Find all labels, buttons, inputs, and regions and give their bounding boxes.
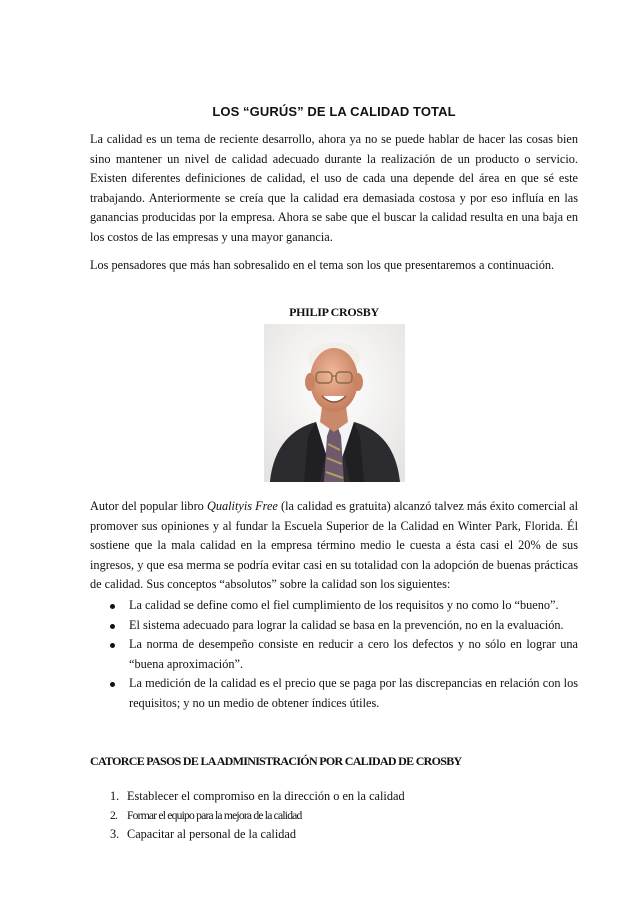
step-text: Establecer el compromiso en la dirección o en la calidad	[127, 789, 405, 803]
step-number: 3.	[110, 827, 120, 841]
list-item	[90, 787, 578, 806]
intro-paragraph: La calidad es un tema de reciente desarrollo, ahora ya no se puede hablar de hacer las cosas bien sino mantener un nivel de calidad adecuado durante la realización de un producto o servicio. Existen diferentes definiciones de calidad, el uso de cada una depende del área en que sé este trabajando. Anteriormente se creía que la calidad era demasiada costosa y por eso influía en las ganancias producidas por la empresa. Ahora se sabe que el buscar la calidad resulta en una baja en los costos de las empresas y una mayor ganancia.	[90, 132, 578, 244]
list-item	[90, 825, 578, 844]
portrait-photo	[264, 324, 405, 482]
portrait-illustration	[264, 324, 405, 482]
absolute-text: La norma de desempeño consiste en reducir a cero los defectos y no sólo en lograr una “buena aproximación”.	[129, 637, 578, 671]
step-number: 1.	[110, 789, 120, 803]
steps-heading: CATORCE PASOS DE LA ADMINISTRACIÓN POR CALIDAD DE CROSBY	[90, 754, 462, 768]
second-paragraph: Los pensadores que más han sobresalido en el tema son los que presentaremos a continuación.	[90, 258, 555, 272]
list-item	[90, 596, 578, 616]
section-heading-philip-crosby: PHILIP CROSBY	[289, 305, 379, 319]
step-text: Formar el equipo para la mejora de la calidad	[127, 809, 302, 822]
absolute-text: La calidad se define como el fiel cumplimiento de los requisitos y no como lo “bueno”.	[129, 598, 559, 612]
document-title: LOS “GURÚS” DE LA CALIDAD TOTAL	[212, 104, 456, 119]
bullet-icon	[110, 682, 115, 687]
list-item	[90, 806, 578, 825]
step-text: Capacitar al personal de la calidad	[127, 827, 296, 841]
absolute-text: El sistema adecuado para lograr la calidad se basa en la prevención, no en la evaluación.	[129, 617, 564, 632]
bullet-icon	[110, 643, 115, 648]
step-number: 2.	[110, 809, 118, 822]
absolute-text: La medición de la calidad es el precio que se paga por las discrepancias en relación con los requisitos; y no un medio de obtener índices útiles.	[129, 676, 578, 710]
bullet-icon	[110, 604, 115, 609]
list-item	[90, 674, 578, 713]
bio-text-after-book: (la calidad es gratuita) alcanzó talvez más éxito comercial al promover sus opiniones y al fundar la Escuela Superior de la Calidad en Winter Park, Florida. Él sostiene que la mala calidad en la empresa término medio le cuesta a ésta casi el 20% de sus ingresos, y que esa merma se podría evitar casi en su totalidad con la adopción de buenas prácticas de calidad. Sus conceptos “absolutos” sobre la calidad son los siguientes:	[90, 499, 578, 592]
document-page	[90, 0, 578, 903]
bio-text-before-book: Autor del popular libro	[90, 499, 207, 513]
steps-list	[90, 787, 578, 844]
biography-paragraph	[90, 497, 578, 595]
absolutes-list	[90, 596, 578, 714]
bullet-icon	[110, 624, 115, 629]
book-title: Qualityis Free	[206, 499, 278, 513]
list-item	[90, 635, 578, 674]
list-item	[90, 616, 578, 636]
